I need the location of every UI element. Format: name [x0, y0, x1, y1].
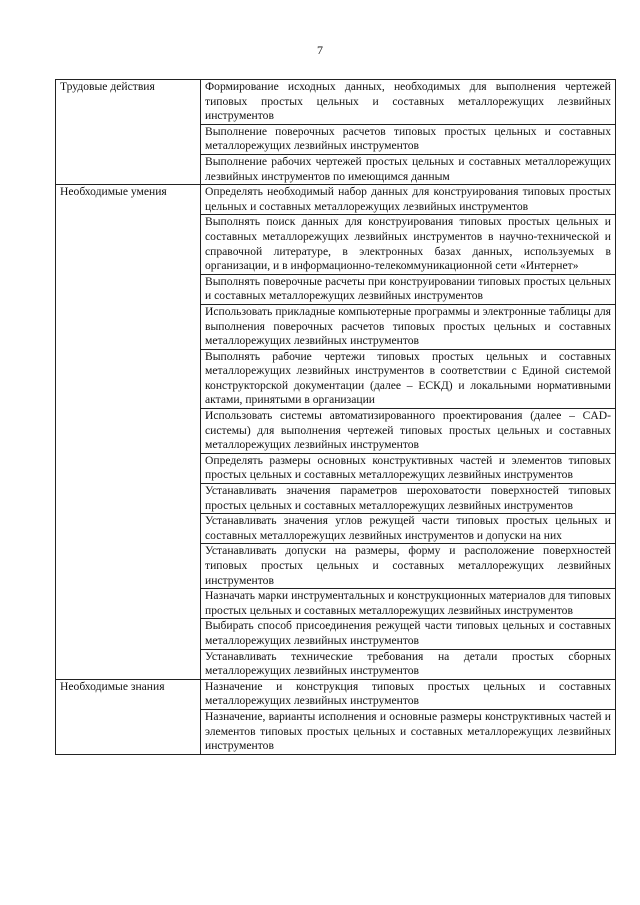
table-row: [56, 679, 616, 709]
requirement-item: Формирование исходных данных, необходимых для выполнения чертежей типовых простых цельных и составных металлорежущих лезвийных инструментов: [201, 80, 616, 125]
requirement-item: Выполнение рабочих чертежей простых цельных и составных металлорежущих лезвийных инструментов по имеющимся данным: [201, 154, 616, 184]
requirement-item: Устанавливать технические требования на детали простых сборных металлорежущих лезвийных инструментов: [201, 649, 616, 679]
requirement-item: Назначение и конструкция типовых простых цельных и составных металлорежущих лезвийных инструментов: [201, 679, 616, 709]
requirement-item: Использовать системы автоматизированного проектирования (далее – CAD-системы) для выполнения чертежей типовых простых цельных и составных металлорежущих лезвийных инструментов: [201, 409, 616, 454]
requirement-item: Устанавливать допуски на размеры, форму и расположение поверхностей типовых простых цельных и составных металлорежущих лезвийных инструментов: [201, 544, 616, 589]
table-row: [56, 80, 616, 125]
requirement-item: Устанавливать значения параметров шероховатости поверхностей типовых простых цельных и составных металлорежущих лезвийных инструментов: [201, 484, 616, 514]
requirement-item: Назначение, варианты исполнения и основные размеры конструктивных частей и элементов типовых простых цельных и составных металлорежущих лезвийных инструментов: [201, 709, 616, 754]
requirement-item: Выполнение поверочных расчетов типовых простых цельных и составных металлорежущих лезвийных инструментов: [201, 124, 616, 154]
page-number: 7: [317, 43, 323, 57]
requirement-item: Устанавливать значения углов режущей части типовых простых цельных и составных металлорежущих лезвийных инструментов и допуски на них: [201, 514, 616, 544]
section-label: Трудовые действия: [56, 80, 201, 185]
requirement-item: Выполнять рабочие чертежи типовых простых цельных и составных металлорежущих лезвийных инструментов в соответствии с Единой системой конструкторской документации (далее – ЕСКД) и локальными нормативными актами, принятыми в организации: [201, 349, 616, 408]
section-label: Необходимые знания: [56, 679, 201, 754]
requirement-item: Определять необходимый набор данных для конструирования типовых простых цельных и составных металлорежущих лезвийных инструментов: [201, 185, 616, 215]
requirement-item: Выполнять поверочные расчеты при конструировании типовых простых цельных и составных металлорежущих лезвийных инструментов: [201, 274, 616, 304]
requirement-item: Определять размеры основных конструктивных частей и элементов типовых простых цельных и составных металлорежущих лезвийных инструментов: [201, 453, 616, 483]
section-label: Необходимые умения: [56, 185, 201, 680]
requirement-item: Выполнять поиск данных для конструирования типовых простых цельных и составных металлорежущих лезвийных инструментов в научно-технической и справочной литературе, в электронных базах данных, используемых в организации, и в информационно-телекоммуникационной сети «Интернет»: [201, 215, 616, 274]
requirement-item: Выбирать способ присоединения режущей части типовых цельных и составных металлорежущих лезвийных инструментов: [201, 619, 616, 649]
table-row: [56, 185, 616, 215]
qualification-table-body: [56, 80, 616, 755]
requirement-item: Назначать марки инструментальных и конструкционных материалов для типовых простых цельных и составных металлорежущих лезвийных инструментов: [201, 589, 616, 619]
requirement-item: Использовать прикладные компьютерные программы и электронные таблицы для выполнения поверочных расчетов типовых простых цельных и составных металлорежущих лезвийных инструментов: [201, 304, 616, 349]
qualification-table: [55, 79, 616, 755]
